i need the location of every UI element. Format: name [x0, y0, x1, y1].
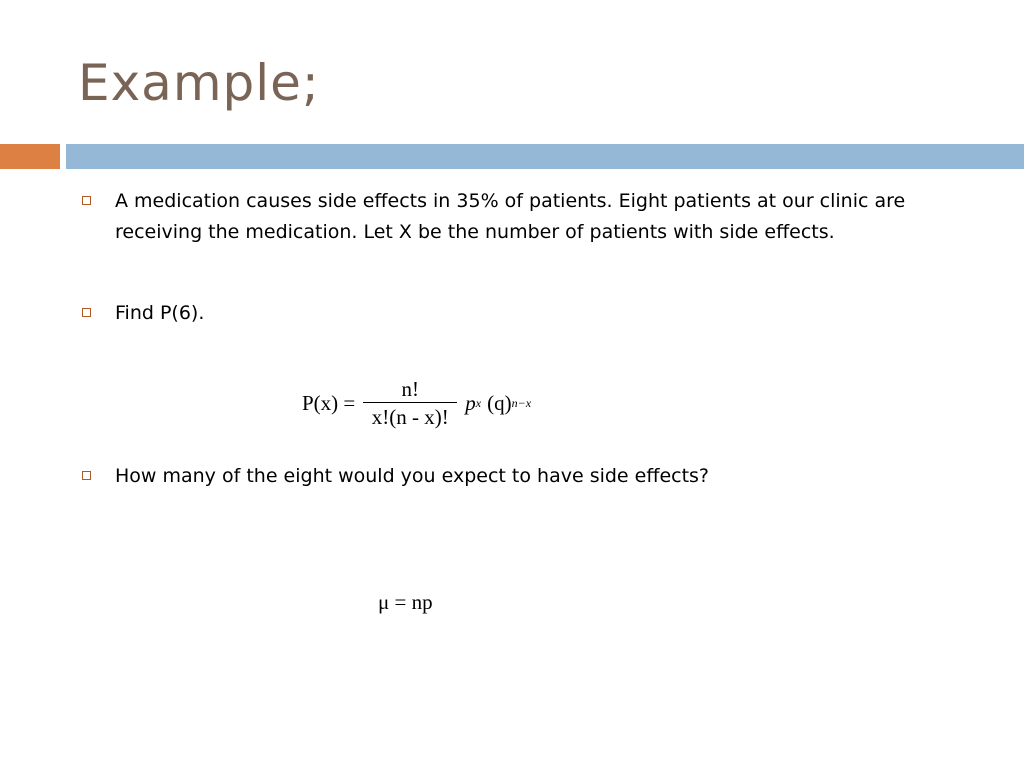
formula-lhs: P(x) = — [302, 391, 356, 415]
mean-formula: μ = np — [378, 590, 433, 614]
accent-bar-orange — [0, 144, 60, 169]
formula-p: p — [465, 391, 476, 415]
square-bullet-icon — [82, 196, 91, 205]
bullet-item-problem — [82, 186, 982, 248]
bullet-text: Find P(6). — [115, 302, 205, 324]
fraction-denominator: x!(n - x)! — [371, 405, 449, 429]
bullet-item-find — [82, 298, 982, 329]
formula-q-exponent: n−x — [511, 396, 532, 410]
bullet-text: How many of the eight would you expect to have side effects? — [115, 465, 710, 487]
square-bullet-icon — [82, 308, 91, 317]
square-bullet-icon — [82, 471, 91, 480]
formula-q: (q) — [487, 391, 512, 415]
bullet-text: A medication causes side effects in 35% of patients. Eight patients at our clinic are receiving the medication. Let X be the number of patients with side effects. — [115, 190, 906, 243]
bullet-item-expectation — [82, 461, 982, 492]
slide-title: Example; — [78, 54, 320, 112]
fraction-numerator: n! — [401, 377, 420, 401]
accent-bar-blue — [66, 144, 1024, 169]
formula-fraction — [363, 378, 457, 429]
formula-p-exponent: x — [475, 396, 482, 410]
binomial-formula — [302, 378, 531, 429]
